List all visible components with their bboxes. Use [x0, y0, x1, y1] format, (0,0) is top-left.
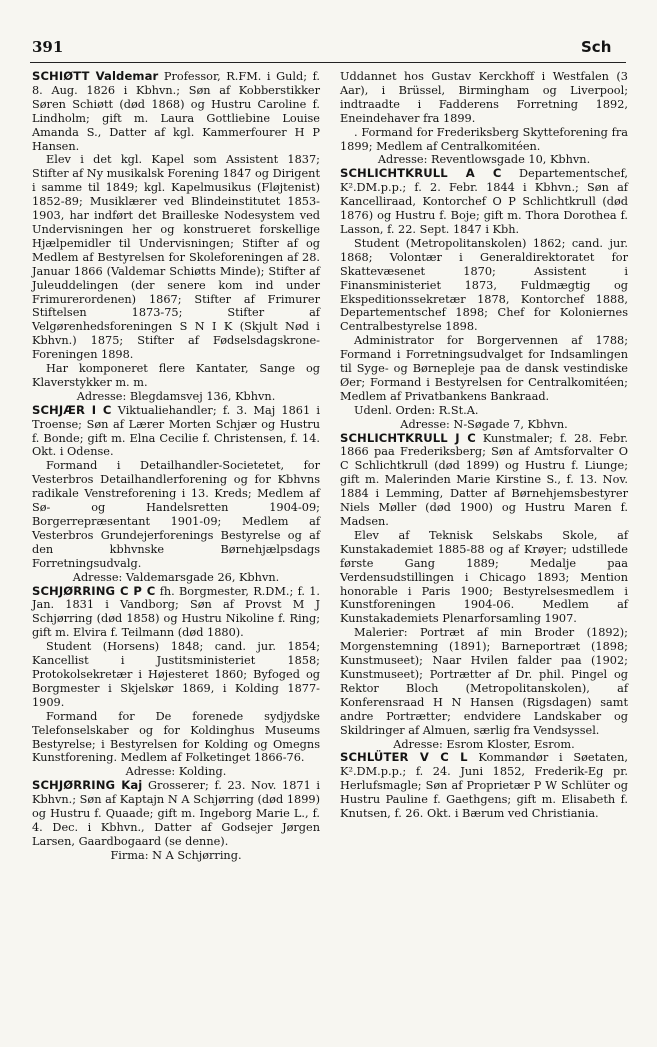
entry-paragraph: Student (Metropolitanskolen) 1862; cand. jur. 1868; Volontær i Generaldirektoratet for Skattevæsenet 1870; Assistent i Finansministeriet 1873, Fuldmægtig og Ekspeditionssekretær 1878, Kontorchef 1888, Departementschef 1898; Chef for Koloniernes Centralbestyrelse 1898. — [340, 236, 628, 334]
entry-first-paragraph — [340, 751, 628, 821]
entry-first-paragraph — [32, 404, 320, 460]
entry-address: Adresse: Valdemarsgade 26, Kbhvn. — [72, 570, 280, 584]
entry-name: SCHJÆR I C — [32, 402, 112, 417]
entry-name: SCHLICHTKRULL A C — [340, 166, 502, 181]
directory-entry — [340, 751, 628, 821]
entry-paragraph: Har komponeret flere Kantater, Sange og Klaverstykker m. m. — [32, 362, 320, 389]
running-head: Sch — [581, 38, 612, 56]
entry-address: Adresse: Reventlowsgade 10, Kbhvn. — [377, 153, 591, 167]
entry-first-paragraph — [32, 779, 320, 849]
directory-entry — [32, 70, 320, 404]
directory-entry — [340, 432, 628, 752]
entry-paragraph: Elev af Teknisk Selskabs Skole, af Kunstakademiet 1885-88 og af Krøyer; udstillede første Gang 1889; Medalje paa Verdensudstillingen i Chicago 1893; Mention honorable i Paris 1900; Bestyrelsesmedlem i Kunstforeningen 1904-06. Medlem af Kunstakademiets Plenarforsamling 1907. — [340, 528, 628, 626]
entry-paragraph: Formand i Detailhandler-Societetet, for Vesterbros Detailhandlerforening og for Kbhvns radikale Venstreforening i 13. Kreds; Medlem af Sø- og Handelsretten 1904-09; Borgerrepræsentant 1901-09; Medlem af Vesterbros Grundejerforenings Bestyrelse og af den kbhvnske Børnehjælpsdags Forretningsudvalg. — [32, 459, 320, 570]
entry-first-paragraph — [32, 585, 320, 641]
entry-address: Adresse: Blegdamsvej 136, Kbhvn. — [76, 389, 276, 403]
directory-entry — [32, 585, 320, 780]
entry-address: Adresse: N-Søgade 7, Kbhvn. — [400, 417, 568, 431]
entry-first-paragraph — [340, 167, 628, 237]
directory-entry — [32, 404, 320, 585]
entry-first-paragraph — [340, 432, 628, 529]
entry-name: SCHJØRRING C P C — [32, 583, 156, 598]
entry-text: Kunstmaler; f. 28. Febr. 1866 paa Frederiksberg; Søn af Amtsforvalter O C Schlichtkrull (død 1899) og Hustru f. Liunge; gift m. Malerinden Marie Kirstine S., f. 13. Nov. 1884 i Lemming, Datter af Børnehjemsbestyrer Niels Møller (død 1900) og Hustru Maren f. Madsen. — [340, 431, 628, 528]
right-column — [340, 70, 628, 821]
entry-paragraph: . Formand for Frederiksberg Skytteforening fra 1899; Medlem af Centralkomitéen. — [340, 125, 628, 153]
page-number: 391 — [32, 38, 64, 56]
entry-paragraph: Student (Horsens) 1848; cand. jur. 1854; Kancellist i Justitsministeriet 1858; Protokolsekretær i Højesteret 1860; Byfoged og Borgmester i Skjelskør 1869, i Kolding 1877-1909. — [32, 640, 320, 709]
entry-first-paragraph — [32, 70, 320, 153]
entry-paragraph: Administrator for Borgervennen af 1788; Formand i Forretningsudvalget for Indsamlingen til Syge- og Børnepleje paa de dansk vestindiske Øer; Formand i Bestyrelsen for Centralkomitéen; Medlem af Privatbankens Bankraad. — [340, 334, 628, 403]
entry-text: Grosserer; f. 23. Nov. 1871 i Kbhvn.; Søn af Kaptajn N A Schjørring (død 1899) og Hustru f. Quaade; gift m. Ingeborg Marie L., f. 4. Dec. i Kbhvn., Datter af Godsejer Jørgen Larsen, Gaardbogaard (se denne). — [32, 779, 321, 848]
directory-entry — [340, 70, 628, 167]
header-rule — [30, 62, 626, 63]
entry-name: SCHIØTT Valdemar — [32, 69, 159, 83]
entry-name: SCHLÜTER V C L — [340, 750, 468, 765]
directory-entry — [340, 167, 628, 431]
left-column — [32, 70, 320, 863]
entry-address: Adresse: Kolding. — [125, 765, 227, 779]
directory-entry — [32, 779, 320, 862]
entry-name: SCHLICHTKRULL J C — [340, 430, 476, 445]
entry-address: Firma: N A Schjørring. — [110, 848, 242, 862]
entry-text: Departementschef, K².DM.p.p.; f. 2. Febr. 1844 i Kbhvn.; Søn af Kancelliraad, Kontorchef O P Schlichtkrull (død 1876) og Hustru f. Boje; gift m. Thora Dorothea f. Lasson, f. 22. Sept. 1847 i Kbh. — [340, 167, 628, 236]
entry-text: fh. Borgmester, R.DM.; f. 1. Jan. 1831 i Vandborg; Søn af Provst M J Schjørring (død 1858) og Hustru Nikoline f. Ring; gift m. Elvira f. Teilmann (død 1880). — [32, 584, 321, 640]
entry-name: SCHJØRRING Kaj — [32, 778, 143, 793]
entry-paragraph: Formand for De forenede sydjydske Telefonselskaber og for Koldinghus Museums Bestyrelse; i Bestyrelsen for Kolding og Omegns Kunstforening. Medlem af Folketinget 1866-76. — [32, 709, 320, 765]
entry-text: Professor, R.FM. i Guld; f. 8. Aug. 1826 i Kbhvn.; Søn af Kobberstikker Søren Schiøtt (død 1868) og Hustru Caroline f. Lindholm; gift m. Laura Gottliebine Louise Amanda S., Datter af kgl. Kammerfourer H P Hansen. — [32, 70, 320, 153]
entry-address: Adresse: Esrom Kloster, Esrom. — [393, 737, 575, 751]
entry-paragraph: Elev i det kgl. Kapel som Assistent 1837; Stifter af Ny musikalsk Forening 1847 og Dirigent i samme til 1849; kgl. Kapelmusikus (Fløjtenist) 1852-89; Musiklærer ved Blindeinstitutet 1853-1903, har indført det Brailleske Nodesystem ved Undervisningen her og konstrueret forskellige Hjælpemidler til Undervisningen; Stifter af og Medlem af Bestyrelsen for Skoleforeningen af 28. Januar 1866 (Valdemar Schiøtts Minde); Stifter af Juleuddelingen (der senere kom ind under Frimurerordenen) 1867; Stifter af Frimurer Stiftelsen 1873-75; Stifter af Velgørenhedsforeningen S N I K (Skjult Nød i Kbhvn.) 1875; Stifter af Fødselsdagskrone-Foreningen 1898. — [32, 153, 320, 362]
entry-text: Kommandør i Søetaten, K².DM.p.p.; f. 24. Juni 1852, Frederik-Eg pr. Herlufsmagle; Søn af Proprietær P W Schlüter og Hustru Pauline f. Gaethgens; gift m. Elisabeth f. Knutsen, f. 26. Okt. i Bærum ved Christiania. — [340, 751, 628, 821]
entry-paragraph: Malerier: Portræt af min Broder (1892); Morgenstemning (1891); Barneportræt (1898; Kunstmuseet); Naar Hvilen falder paa (1902; Kunstmuseet); Portrætter af Dr. phil. Pingel og Rektor Bloch (Metropolitanskolen), af Konferensraad H N Hansen (Rigsdagen) samt andre Portrætter; endvidere Landskaber og Skildringer af Almuen, særlig fra Vendsyssel. — [340, 626, 628, 737]
entry-paragraph: Uddannet hos Gustav Kerckhoff i Westfalen (3 Aar), i Brüssel, Birmingham og Liverpool; indtraadte i Fadderens Forretning 1892, Eneindehaver fra 1899. — [340, 70, 628, 125]
entry-text: Viktualiehandler; f. 3. Maj 1861 i Troense; Søn af Lærer Morten Schjær og Hustru f. Bonde; gift m. Elna Cecilie f. Christensen, f. 14. Okt. i Odense. — [32, 403, 320, 459]
entry-paragraph: Udenl. Orden: R.St.A. — [354, 403, 479, 417]
